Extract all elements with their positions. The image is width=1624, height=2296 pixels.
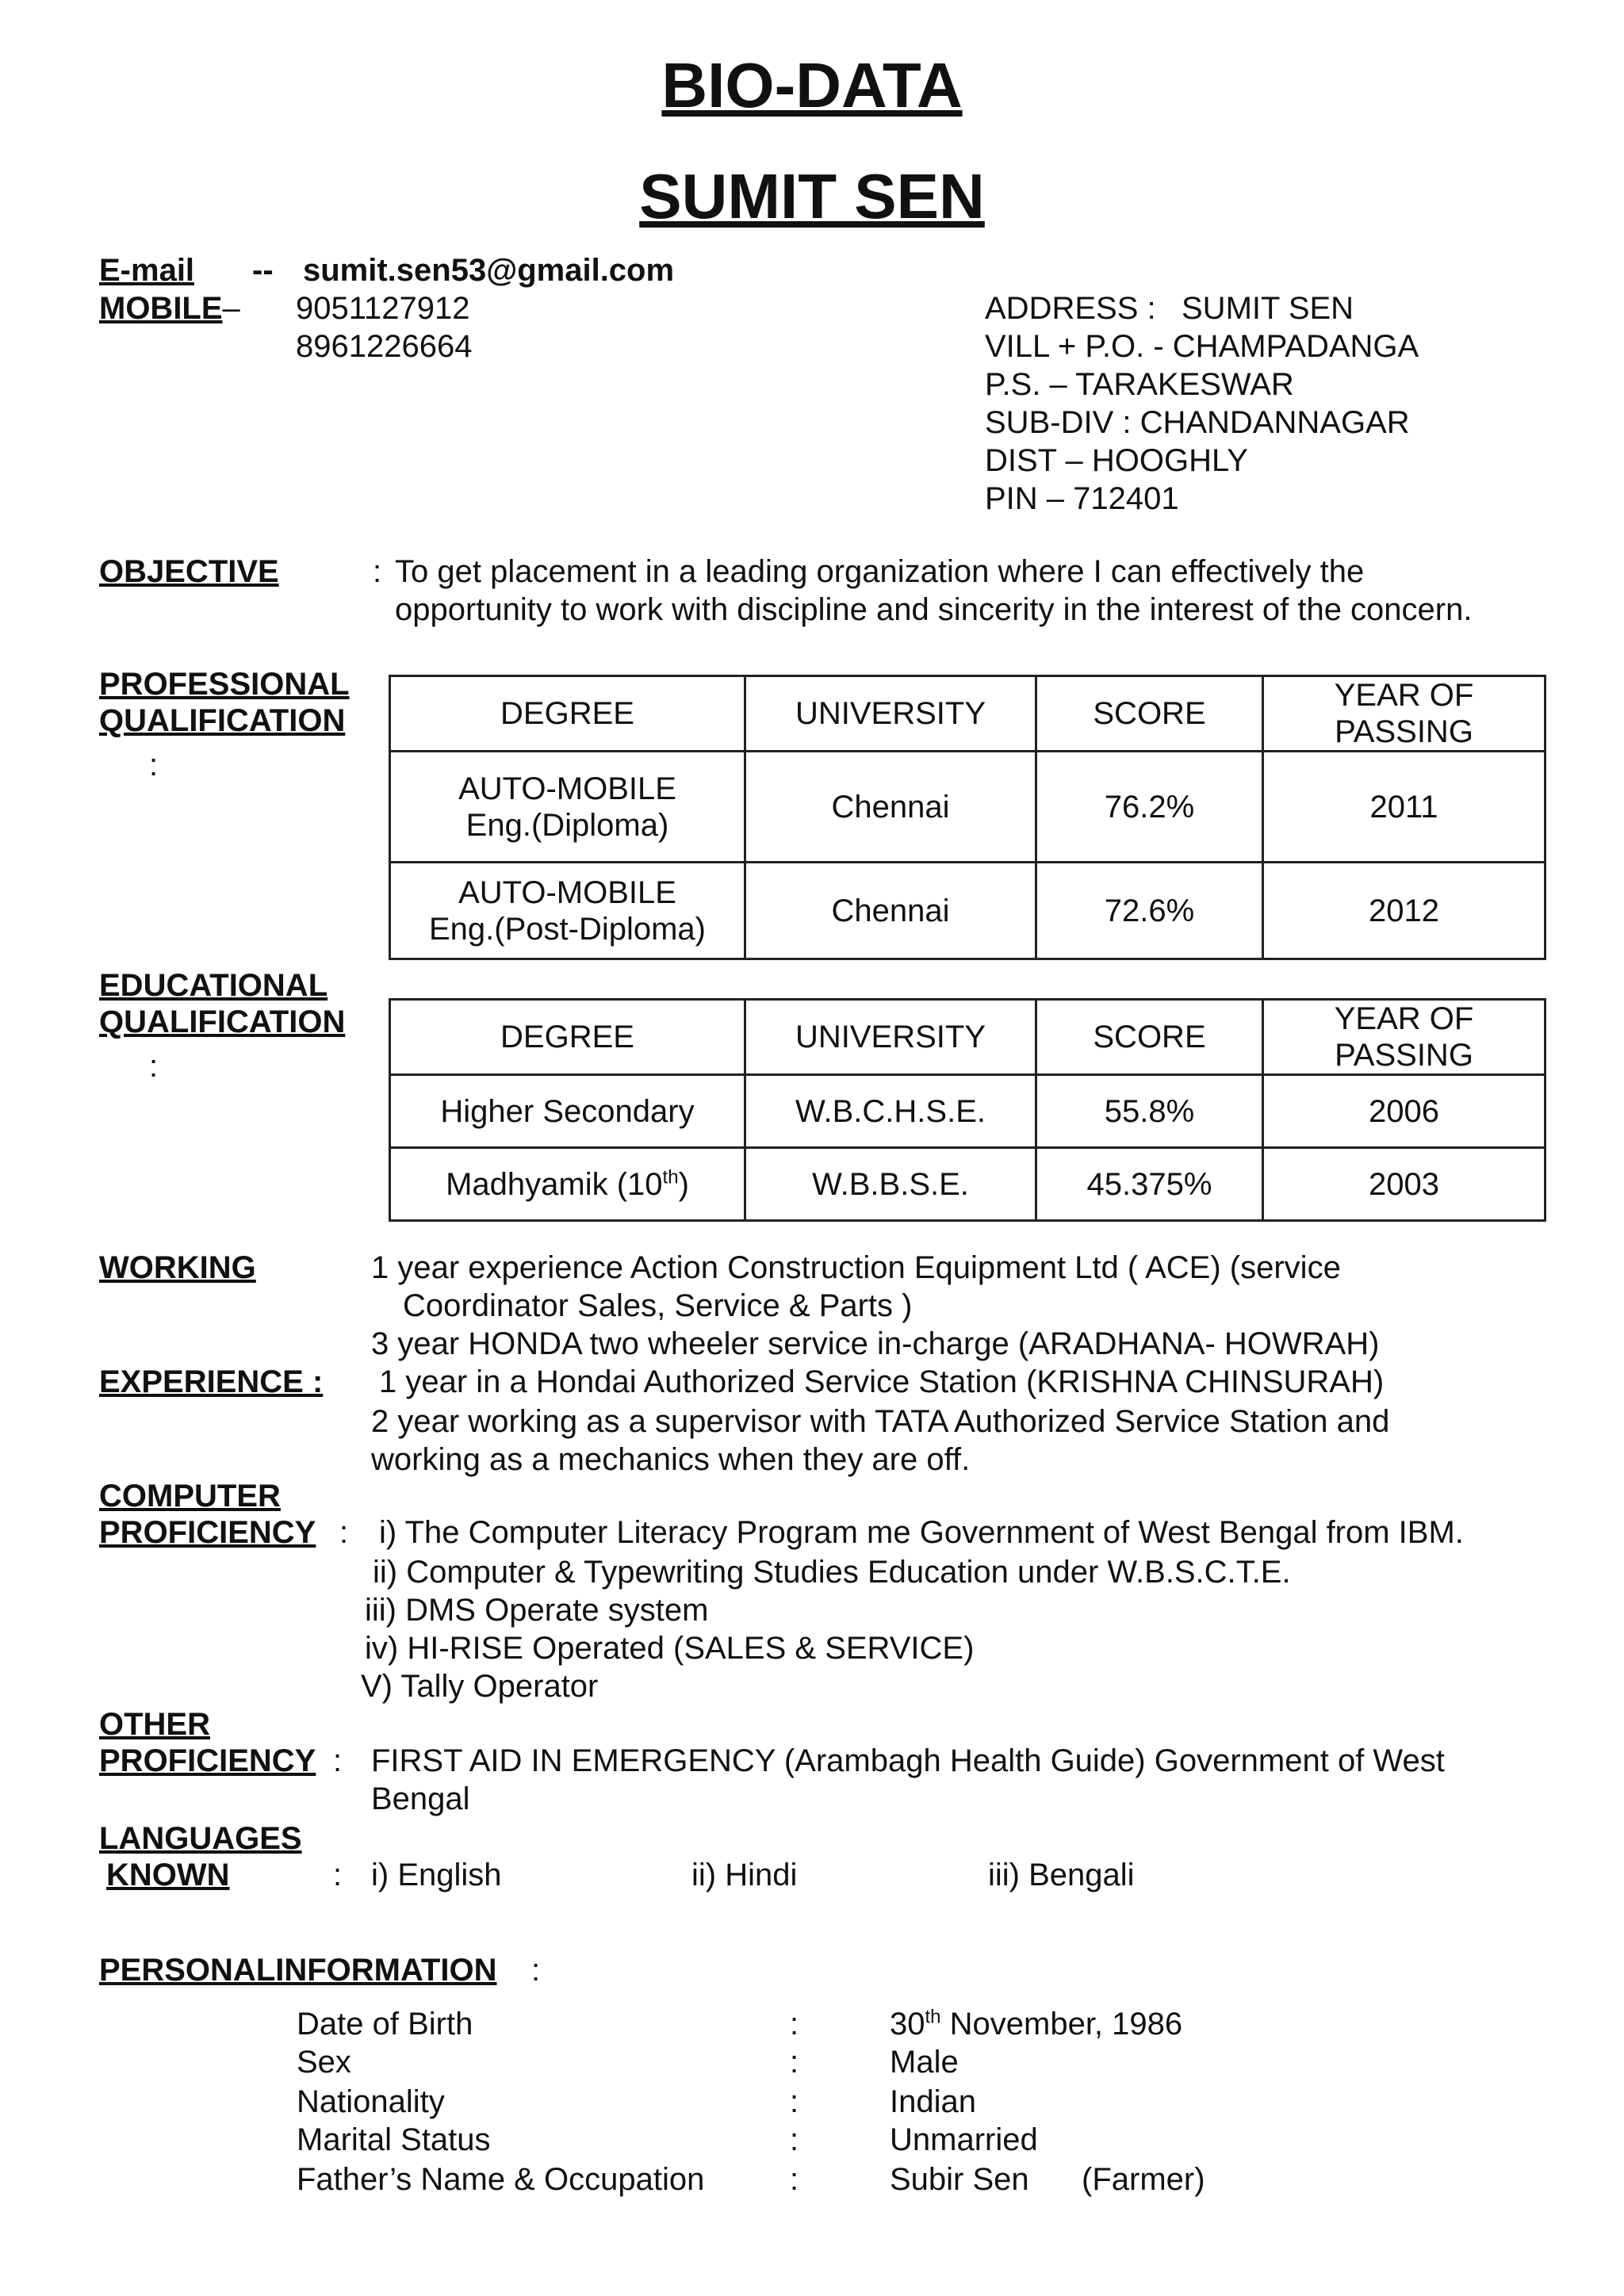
other-colon: : xyxy=(333,1743,343,1778)
address-line: SUB-DIV : CHANDANNAGAR xyxy=(985,405,1410,440)
other-text: Bengal xyxy=(371,1781,470,1816)
personal-value: Male xyxy=(890,2045,959,2080)
personal-separator: : xyxy=(790,2122,799,2157)
personal-info-label: PERSONALINFORMATION xyxy=(99,1953,497,1988)
mobile-row xyxy=(99,290,240,327)
languages-colon: : xyxy=(333,1858,343,1892)
degree-line: Eng.(Post-Diploma) xyxy=(428,911,706,947)
computer-item: iv) HI-RISE Operated (SALES & SERVICE) xyxy=(365,1631,975,1666)
document-title: BIO-DATA xyxy=(661,50,963,121)
known-label: KNOWN xyxy=(106,1858,230,1892)
score-cell: 72.6% xyxy=(1036,863,1263,959)
professional-label: QUALIFICATION xyxy=(99,703,346,738)
address-line: VILL + P.O. - CHAMPADANGA xyxy=(985,329,1419,364)
personal-key: Nationality xyxy=(297,2084,445,2119)
professional-label: PROFESSIONAL xyxy=(99,667,350,702)
computer-item: ii) Computer & Typewriting Studies Education under W.B.S.C.T.E. xyxy=(373,1555,1291,1590)
personal-key: Marital Status xyxy=(297,2122,491,2157)
language-item: i) English xyxy=(371,1858,502,1892)
address-label: ADDRESS : xyxy=(985,291,1156,326)
dob-superscript: th xyxy=(925,2006,941,2028)
personal-value: Subir Sen xyxy=(890,2162,1029,2197)
professional-qualification-table xyxy=(389,675,1546,960)
personal-info-colon: : xyxy=(531,1953,541,1988)
address-line: PIN – 712401 xyxy=(985,481,1179,516)
educational-label: QUALIFICATION xyxy=(99,1004,346,1039)
personal-key: Date of Birth xyxy=(297,2007,473,2042)
experience-line: Coordinator Sales, Service & Parts ) xyxy=(403,1288,913,1323)
language-item: ii) Hindi xyxy=(691,1858,798,1892)
year-cell: 2011 xyxy=(1263,752,1545,863)
personal-value: Unmarried xyxy=(890,2122,1038,2157)
university-cell: Chennai xyxy=(745,863,1036,959)
column-header: DEGREE xyxy=(390,1000,745,1075)
degree-cell xyxy=(390,863,745,959)
computer-proficiency-label: PROFICIENCY xyxy=(99,1515,316,1550)
column-header: UNIVERSITY xyxy=(745,1000,1036,1075)
degree-line: Eng.(Diploma) xyxy=(465,807,669,843)
personal-value-extra: (Farmer) xyxy=(1082,2162,1205,2197)
table-row xyxy=(390,1148,1545,1221)
degree-cell: Higher Secondary xyxy=(390,1075,745,1148)
table-row xyxy=(390,752,1545,863)
personal-value xyxy=(890,2006,1182,2042)
table-header-row xyxy=(390,676,1545,752)
table-header-row xyxy=(390,1000,1545,1075)
mobile-label: MOBILE xyxy=(99,291,223,326)
university-cell: W.B.B.S.E. xyxy=(745,1148,1036,1221)
language-item: iii) Bengali xyxy=(988,1858,1135,1892)
computer-colon: : xyxy=(339,1515,349,1550)
experience-line: 1 year experience Action Construction Equipment Ltd ( ACE) (service xyxy=(371,1250,1341,1285)
experience-line: working as a mechanics when they are off. xyxy=(371,1442,971,1477)
personal-separator: : xyxy=(790,2007,799,2042)
experience-line: 2 year working as a supervisor with TATA Authorized Service Station and xyxy=(371,1404,1390,1439)
table-row xyxy=(390,863,1545,959)
experience-label: EXPERIENCE : xyxy=(99,1364,324,1399)
dob-day: 30 xyxy=(890,2007,925,2042)
professional-colon: : xyxy=(149,748,159,783)
computer-item: iii) DMS Operate system xyxy=(365,1593,709,1628)
score-cell: 55.8% xyxy=(1036,1075,1263,1148)
computer-item: i) The Computer Literacy Program me Government of West Bengal from IBM. xyxy=(379,1515,1464,1550)
mobile-number-1: 9051127912 xyxy=(296,291,470,326)
mobile-separator: – xyxy=(222,291,240,326)
computer-label: COMPUTER xyxy=(99,1479,281,1513)
candidate-name: SUMIT SEN xyxy=(639,161,985,232)
degree-line: AUTO-MOBILE xyxy=(458,771,676,806)
other-proficiency-label: PROFICIENCY xyxy=(99,1743,316,1778)
address-line: P.S. – TARAKESWAR xyxy=(985,367,1294,402)
university-cell: Chennai xyxy=(745,752,1036,863)
address-line: SUMIT SEN xyxy=(1182,291,1354,326)
column-header: UNIVERSITY xyxy=(745,676,1036,752)
column-header: SCORE xyxy=(1036,1000,1263,1075)
degree-line: AUTO-MOBILE xyxy=(458,874,676,910)
personal-key: Father’s Name & Occupation xyxy=(297,2162,705,2197)
working-label: WORKING xyxy=(99,1250,256,1285)
mobile-number-2: 8961226664 xyxy=(296,329,473,364)
email-address[interactable]: sumit.sen53@gmail.com xyxy=(303,253,675,288)
personal-separator: : xyxy=(790,2162,799,2197)
languages-label: LANGUAGES xyxy=(99,1821,302,1856)
educational-colon: : xyxy=(149,1049,159,1084)
degree-superscript: th xyxy=(662,1166,679,1188)
objective-text: opportunity to work with discipline and sincerity in the interest of the concern. xyxy=(395,592,1473,627)
experience-line: 1 year in a Hondai Authorized Service Station (KRISHNA CHINSURAH) xyxy=(379,1364,1385,1399)
university-cell: W.B.C.H.S.E. xyxy=(745,1075,1036,1148)
personal-key: Sex xyxy=(297,2045,351,2080)
column-header: YEAR OF PASSING xyxy=(1263,1000,1545,1075)
educational-qualification-table xyxy=(389,998,1546,1222)
objective-colon: : xyxy=(373,554,382,589)
year-cell: 2003 xyxy=(1263,1148,1545,1221)
educational-label: EDUCATIONAL xyxy=(99,968,328,1003)
objective-label: OBJECTIVE xyxy=(99,554,279,589)
column-header: DEGREE xyxy=(390,676,745,752)
computer-item: V) Tally Operator xyxy=(361,1669,599,1704)
degree-cell xyxy=(390,752,745,863)
experience-line: 3 year HONDA two wheeler service in-charge (ARADHANA- HOWRAH) xyxy=(371,1326,1380,1361)
column-header: SCORE xyxy=(1036,676,1263,752)
table-row xyxy=(390,1075,1545,1148)
degree-text: Madhyamik (10 xyxy=(446,1166,663,1202)
address-line: DIST – HOOGHLY xyxy=(985,443,1248,478)
email-label: E-mail xyxy=(99,253,195,288)
personal-value: Indian xyxy=(890,2084,976,2119)
year-cell: 2012 xyxy=(1263,863,1545,959)
email-separator: -- xyxy=(252,253,274,288)
degree-cell xyxy=(390,1148,745,1221)
personal-separator: : xyxy=(790,2084,799,2119)
dob-rest: November, 1986 xyxy=(940,2007,1183,2042)
year-cell: 2006 xyxy=(1263,1075,1545,1148)
other-text: FIRST AID IN EMERGENCY (Arambagh Health Guide) Government of West xyxy=(371,1743,1445,1778)
score-cell: 45.375% xyxy=(1036,1148,1263,1221)
personal-separator: : xyxy=(790,2045,799,2080)
column-header: YEAR OF PASSING xyxy=(1263,676,1545,752)
degree-text-end: ) xyxy=(678,1166,689,1202)
score-cell: 76.2% xyxy=(1036,752,1263,863)
objective-text: To get placement in a leading organization where I can effectively the xyxy=(395,554,1365,589)
other-label: OTHER xyxy=(99,1707,210,1742)
